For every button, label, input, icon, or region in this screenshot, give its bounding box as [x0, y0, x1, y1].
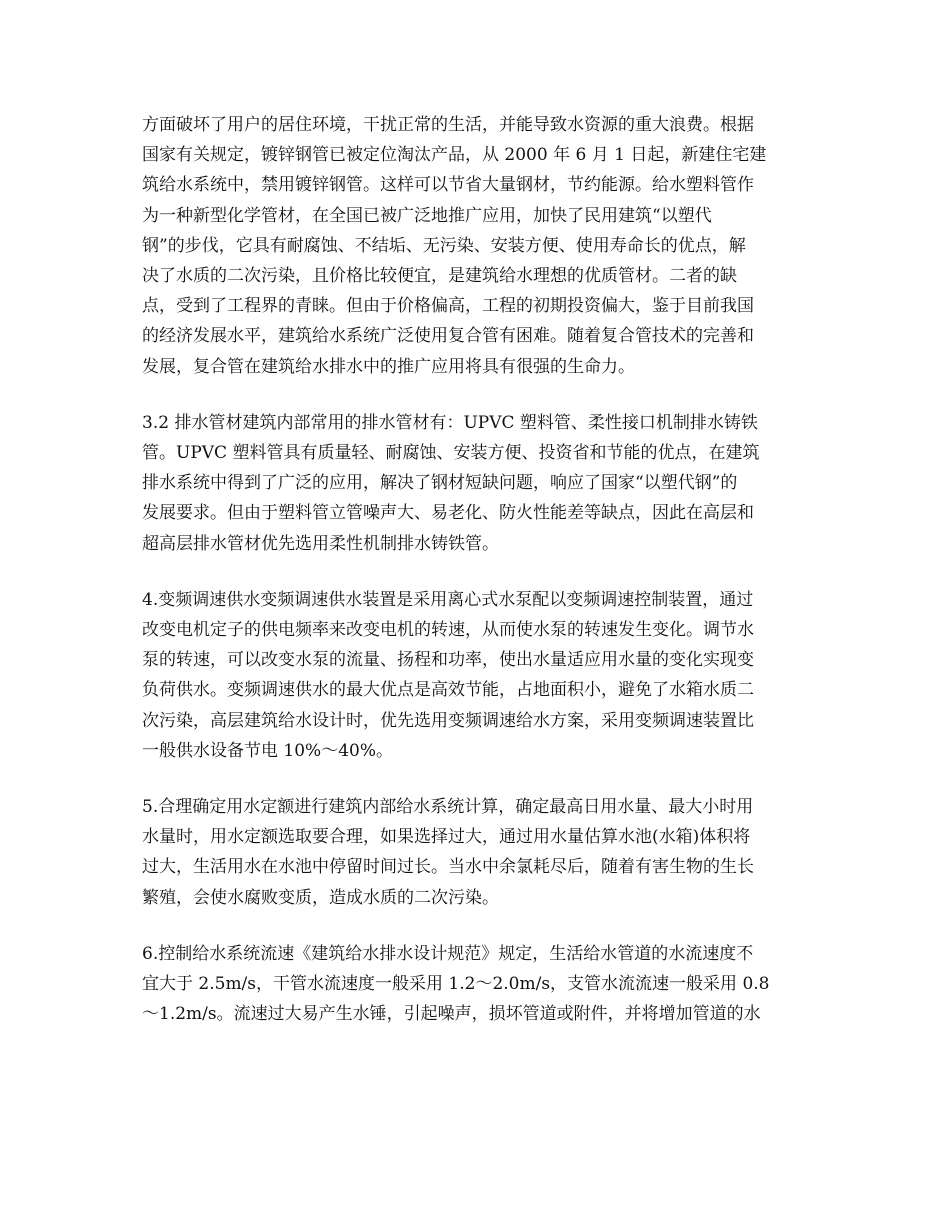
text-line: 发展要求。但由于塑料管立管噪声大、易老化、防火性能差等缺点，因此在高层和	[142, 503, 754, 524]
text-line: 改变电机定子的供电频率来改变电机的转速，从而使水泵的转速发生变化。调节水	[142, 620, 754, 641]
text-line: 一般供水设备节电 10%～40%。	[142, 740, 393, 761]
text-line: 发展，复合管在建筑给水排水中的推广应用将具有很强的生命力。	[142, 356, 635, 377]
text-line: 过大，生活用水在水池中停留时间过长。当水中余氯耗尽后，随着有害生物的生长	[142, 857, 754, 878]
paragraph-1	[142, 110, 814, 382]
text-line: 管。UPVC 塑料管具有质量轻、耐腐蚀、安装方便、投资省和节能的优点，在建筑	[142, 443, 760, 464]
text-line: 国家有关规定，镀锌钢管已被定位淘汰产品，从 2000 年 6 月 1 日起，新建住宅建	[142, 145, 767, 166]
text-line: 筑给水系统中，禁用镀锌钢管。这样可以节省大量钢材，节约能源。给水塑料管作	[142, 175, 754, 196]
paragraph-3	[142, 585, 814, 766]
text-line: ～1.2m/s。流速过大易产生水锤，引起噪声，损坏管道或附件，并将增加管道的水	[142, 1004, 761, 1025]
text-line: 点，受到了工程界的青睐。但由于价格偏高，工程的初期投资偏大，鉴于目前我国	[142, 296, 754, 317]
text-line: 泵的转速，可以改变水泵的流量、扬程和功率，使出水量适应用水量的变化实现变	[142, 650, 754, 671]
text-line: 3.2 排水管材建筑内部常用的排水管材有：UPVC 塑料管、柔性接口机制排水铸铁	[142, 412, 758, 433]
text-line: 排水系统中得到了广泛的应用，解决了钢材短缺问题，响应了国家“以塑代钢”的	[142, 473, 738, 494]
text-line: 5.合理确定用水定额进行建筑内部给水系统计算，确定最高日用水量、最大小时用	[142, 797, 754, 818]
document-body	[142, 110, 814, 1055]
text-line: 决了水质的二次污染，且价格比较便宜，是建筑给水理想的优质管材。二者的缺	[142, 266, 737, 287]
paragraph-4	[142, 792, 814, 913]
text-line: 次污染，高层建筑给水设计时，优先选用变频调速给水方案，采用变频调速装置比	[142, 710, 754, 731]
text-line: 繁殖，会使水腐败变质，造成水质的二次污染。	[142, 887, 499, 908]
paragraph-2	[142, 408, 814, 559]
text-line: 4.变频调速供水变频调速供水装置是采用离心式水泵配以变频调速控制装置，通过	[142, 589, 754, 610]
text-line: 钢”的步伐，它具有耐腐蚀、不结垢、无污染、安装方便、使用寿命长的优点，解	[142, 235, 746, 256]
text-line: 6.控制给水系统流速《建筑给水排水设计规范》规定，生活给水管道的水流速度不	[142, 943, 754, 964]
text-line: 为一种新型化学管材，在全国已被广泛地推广应用，加快了民用建筑“以塑代	[142, 205, 712, 226]
text-line: 宜大于 2.5m/s，干管水流速度一般采用 1.2～2.0m/s，支管水流流速一般采用 0.8	[142, 974, 770, 995]
text-line: 超高层排水管材优先选用柔性机制排水铸铁管。	[142, 533, 499, 554]
text-line: 的经济发展水平，建筑给水系统广泛使用复合管有困难。随着复合管技术的完善和	[142, 326, 754, 347]
text-line: 负荷供水。变频调速供水的最大优点是高效节能，占地面积小，避免了水箱水质二	[142, 680, 754, 701]
text-line: 水量时，用水定额选取要合理，如果选择过大，通过用水量估算水池(水箱)体积将	[142, 827, 751, 848]
paragraph-5	[142, 939, 814, 1030]
text-line: 方面破坏了用户的居住环境，干扰正常的生活，并能导致水资源的重大浪费。根据	[142, 115, 754, 135]
